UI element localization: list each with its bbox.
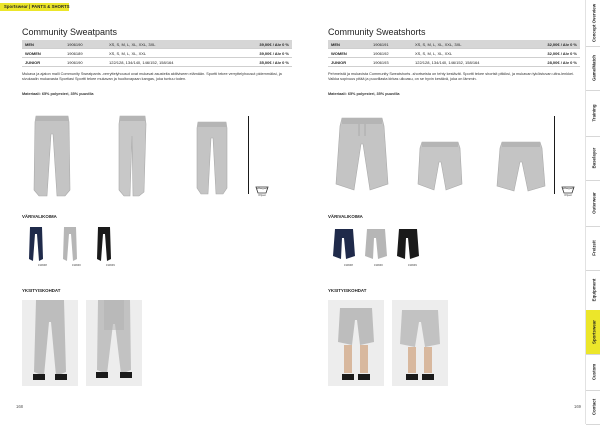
price-cell: 39,00€ / Alv 0 % xyxy=(230,49,292,58)
divider-line xyxy=(554,116,555,194)
price-cell: 39,00€ / Alv 0 % xyxy=(230,40,292,49)
tab-label: Outerwear xyxy=(591,192,596,214)
color-swatch-grey[interactable] xyxy=(364,228,388,260)
details-heading: YKSITYISKOHDAT xyxy=(328,288,367,293)
sizes-cell: XS, S, M, L, XL, XXL xyxy=(412,49,524,58)
tab-equipment[interactable] xyxy=(586,270,600,311)
spec-table xyxy=(328,40,580,67)
detail-photo-graphic xyxy=(22,300,78,386)
care-icon-label: Ohjeet xyxy=(564,194,572,197)
table-row xyxy=(328,58,580,67)
sweatshorts-front-image xyxy=(332,114,392,196)
tab-freizeit[interactable] xyxy=(586,226,600,271)
price-cell: 32,00€ / Alv 0 % xyxy=(524,40,580,49)
color-code: 1906Z8 xyxy=(38,264,47,267)
size-group-cell: MEN xyxy=(22,40,64,49)
care-icon xyxy=(561,185,575,197)
product-description: Mukava ja ajaton malli Community Sweatpants -verryttelyhousut ovat mukavat asusteita aktiiviseen elämään. Sportti tekee verryttelyhousut pidemmäksi, ja sivukaalin mukavasta Sportiasi Sportti tekee mukavan ja huoltovapaan kangas, joka tuntuu toden. xyxy=(22,72,282,81)
color-swatch-grey[interactable] xyxy=(62,226,78,262)
sweatpants-junior-image xyxy=(192,118,232,196)
sweatpants-side-image xyxy=(112,112,152,198)
tab-label: Training xyxy=(591,104,596,122)
code-cell: 1906190 xyxy=(64,58,106,67)
sizes-cell: XS, S, M, L, XL, XXL, 3XL xyxy=(412,40,524,49)
sweatpants-front-image xyxy=(30,112,74,198)
colors-heading: VÄRIVALIKOIMA xyxy=(328,214,363,219)
page-number: 168 xyxy=(16,404,23,409)
sizes-cell: 122/128, 134/140, 146/152, 158/164 xyxy=(106,58,230,67)
detail-photo-graphic xyxy=(392,300,448,386)
tab-label: Equipment xyxy=(591,278,596,302)
wash-icon xyxy=(561,185,575,194)
page-title: Community Sweatshorts xyxy=(328,27,426,37)
tab-outerwear[interactable] xyxy=(586,180,600,227)
tab-label: Freizeit xyxy=(591,240,596,256)
price-cell: 35,00€ / Alv 0 % xyxy=(230,58,292,67)
sweatshorts-junior-image xyxy=(494,138,548,196)
color-code: 1906Z0 xyxy=(72,264,81,267)
size-group-cell: WOMEN xyxy=(328,49,370,58)
color-swatch-navy[interactable] xyxy=(332,228,356,260)
size-group-cell: JUNIOR xyxy=(22,58,64,67)
code-cell: 1906193 xyxy=(370,58,412,67)
left-page xyxy=(16,0,292,424)
color-code: 1906Z9 xyxy=(408,264,417,267)
tab-label: Game/Match xyxy=(591,54,596,82)
table-row xyxy=(22,49,292,58)
detail-photo xyxy=(22,300,78,386)
tab-label: Custom xyxy=(591,363,596,381)
table-row xyxy=(22,58,292,67)
tab-baselayer[interactable] xyxy=(586,136,600,181)
page-title: Community Sweatpants xyxy=(22,27,118,37)
color-swatch-black[interactable] xyxy=(396,228,420,260)
product-description: Pehmeistä ja mukavista Community Sweatshorts -shortseista on tehty kestävät. Sportti tekee shortsit pitkiksi, ja mukavan tyköistuvan ultra-lenkkei. Vaikka sopivuus pitää ja puuvillasta kirkas ulkoasu, on se hyvin kestävä, joka on lämmin. xyxy=(328,72,575,81)
color-code: 1906Z9 xyxy=(106,264,115,267)
tab-sportswear[interactable] xyxy=(586,310,600,355)
tab-contact[interactable] xyxy=(586,390,600,425)
spec-table xyxy=(22,40,292,67)
detail-photo xyxy=(328,300,384,386)
code-cell: 1906192 xyxy=(370,49,412,58)
wash-icon xyxy=(255,185,269,194)
materials-text: Materiaali: 65% polyesteri, 35% puuvilla xyxy=(22,92,94,96)
tab-label: Baselayer xyxy=(591,147,596,169)
size-group-cell: WOMEN xyxy=(22,49,64,58)
tab-game-match[interactable] xyxy=(586,46,600,91)
tab-label: Sportswear xyxy=(591,320,596,344)
tab-label: Contact xyxy=(591,398,596,416)
color-code: 1906Z8 xyxy=(344,264,353,267)
details-heading: YKSITYISKOHDAT xyxy=(22,288,61,293)
sizes-cell: 122/128, 134/140, 146/152, 158/164 xyxy=(412,58,524,67)
sizes-cell: XS, S, M, L, XL, XXL xyxy=(106,49,230,58)
table-row xyxy=(22,40,292,49)
code-cell: 1906191 xyxy=(370,40,412,49)
table-row xyxy=(328,40,580,49)
tab-training[interactable] xyxy=(586,90,600,137)
table-row xyxy=(328,49,580,58)
colors-heading: VÄRIVALIKOIMA xyxy=(22,214,57,219)
category-sidebar xyxy=(585,0,600,424)
section-badge-label: Sportswear | PANTS & SHORTS xyxy=(4,4,70,9)
tab-label: Concept Overview xyxy=(591,3,596,43)
detail-photo-graphic xyxy=(86,300,142,386)
sizes-cell: XS, S, M, L, XL, XXL, 3XL xyxy=(106,40,230,49)
detail-photo-graphic xyxy=(328,300,384,386)
detail-photo xyxy=(392,300,448,386)
size-group-cell: JUNIOR xyxy=(328,58,370,67)
page-number: 169 xyxy=(574,404,581,409)
tab-concept-overview[interactable] xyxy=(586,0,600,47)
code-cell: 1906189 xyxy=(64,49,106,58)
price-cell: 32,00€ / Alv 0 % xyxy=(524,49,580,58)
sweatshorts-women-image xyxy=(416,138,464,196)
size-group-cell: MEN xyxy=(328,40,370,49)
color-swatch-navy[interactable] xyxy=(28,226,44,262)
price-cell: 28,00€ / Alv 0 % xyxy=(524,58,580,67)
care-icon-label: Ohjeet xyxy=(258,194,266,197)
color-code: 1906Z0 xyxy=(374,264,383,267)
detail-photo xyxy=(86,300,142,386)
right-page xyxy=(328,0,580,424)
care-icon xyxy=(255,185,269,197)
tab-custom[interactable] xyxy=(586,354,600,391)
code-cell: 1906190 xyxy=(64,40,106,49)
materials-text: Materiaali: 65% polyesteri, 35% puuvilla xyxy=(328,92,400,96)
divider-line xyxy=(248,116,249,194)
color-swatch-black[interactable] xyxy=(96,226,112,262)
